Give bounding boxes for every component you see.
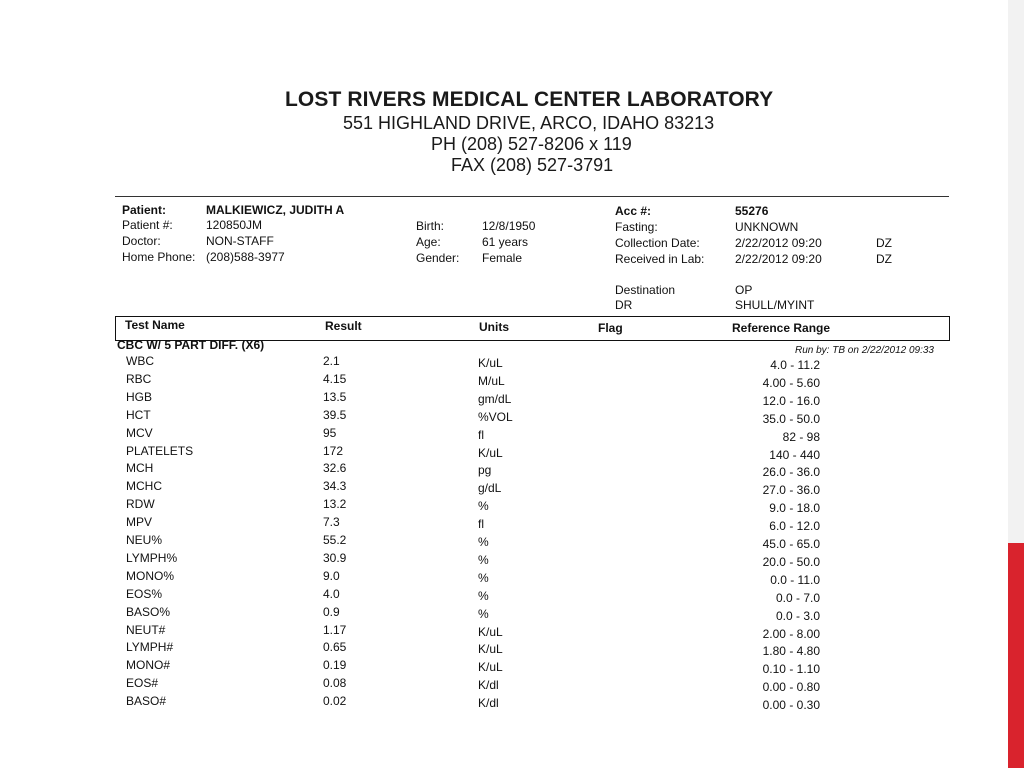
result-units: K/uL	[478, 446, 503, 460]
result-test-name: HCT	[126, 408, 151, 422]
result-value: 34.3	[323, 479, 347, 493]
result-units: K/dl	[478, 696, 499, 710]
header-result: Result	[325, 319, 362, 333]
result-test-name: EOS%	[126, 587, 163, 601]
result-test-name: MPV	[126, 515, 153, 529]
result-value: 0.19	[323, 658, 347, 672]
result-reference-range: 0.00 - 0.80	[762, 680, 820, 694]
header-divider	[115, 196, 949, 197]
collection-date-value: 2/22/2012 09:20	[735, 236, 822, 250]
result-units: pg	[478, 463, 492, 477]
doctor-value: NON-STAFF	[206, 234, 274, 248]
result-test-name: WBC	[126, 354, 154, 368]
result-reference-range: 27.0 - 36.0	[762, 483, 820, 497]
result-reference-range: 4.0 - 11.2	[770, 358, 820, 372]
collection-initials: DZ	[876, 236, 892, 250]
result-reference-range: 82 - 98	[782, 430, 820, 444]
result-test-name: NEU%	[126, 533, 163, 547]
header-test-name: Test Name	[125, 318, 185, 332]
result-test-name: MCHC	[126, 479, 162, 493]
result-value: 32.6	[323, 461, 347, 475]
result-reference-range: 140 - 440	[769, 448, 820, 462]
acc-value: 55276	[735, 204, 769, 218]
header-reference-range: Reference Range	[732, 321, 831, 335]
received-initials: DZ	[876, 252, 892, 266]
result-test-name: HGB	[126, 390, 153, 404]
result-test-name: LYMPH%	[126, 551, 178, 565]
panel-name: CBC W/ 5 PART DIFF. (X6)	[117, 338, 265, 352]
result-value: 2.1	[323, 354, 340, 368]
birth-value: 12/8/1950	[482, 219, 536, 233]
patient-num-value: 120850JM	[206, 218, 263, 232]
patient-label: Patient:	[122, 203, 167, 217]
result-value: 0.9	[323, 605, 340, 619]
collection-date-label: Collection Date:	[615, 236, 700, 250]
result-value: 0.65	[323, 640, 347, 654]
result-reference-range: 20.0 - 50.0	[762, 555, 820, 569]
fasting-value: UNKNOWN	[735, 220, 799, 234]
result-reference-range: 2.00 - 8.00	[762, 627, 820, 641]
lab-address: 551 HIGHLAND DRIVE, ARCO, IDAHO 83213	[343, 113, 715, 133]
fasting-label: Fasting:	[615, 220, 658, 234]
result-units: fl	[478, 517, 484, 531]
received-value: 2/22/2012 09:20	[735, 252, 822, 266]
result-value: 1.17	[323, 623, 347, 637]
result-reference-range: 0.0 - 7.0	[775, 591, 820, 605]
result-value: 0.02	[323, 694, 347, 708]
result-reference-range: 0.00 - 0.30	[762, 698, 820, 712]
result-value: 4.15	[323, 372, 347, 386]
result-value: 55.2	[323, 533, 347, 547]
side-accent-bar	[1008, 543, 1024, 768]
result-value: 4.0	[323, 587, 340, 601]
result-reference-range: 35.0 - 50.0	[762, 412, 820, 426]
result-value: 13.2	[323, 497, 347, 511]
result-value: 9.0	[323, 569, 340, 583]
lab-phone: PH (208) 527-8206 x 119	[431, 134, 632, 154]
gender-label: Gender:	[416, 251, 460, 265]
result-reference-range: 0.10 - 1.10	[762, 662, 820, 676]
result-units: M/uL	[478, 374, 505, 388]
destination-value: OP	[735, 283, 753, 297]
result-units: K/uL	[478, 642, 503, 656]
result-test-name: BASO%	[126, 605, 171, 619]
result-test-name: NEUT#	[126, 623, 166, 637]
result-test-name: MCV	[126, 426, 153, 440]
gender-value: Female	[482, 251, 523, 265]
lab-name: LOST RIVERS MEDICAL CENTER LABORATORY	[285, 88, 774, 111]
result-units: g/dL	[478, 481, 502, 495]
age-value: 61 years	[482, 235, 529, 249]
result-units: K/uL	[478, 356, 503, 370]
result-units: fl	[478, 428, 484, 442]
result-test-name: MONO#	[126, 658, 171, 672]
lab-fax: FAX (208) 527-3791	[451, 155, 614, 175]
result-test-name: MONO%	[126, 569, 174, 583]
result-reference-range: 45.0 - 65.0	[762, 537, 820, 551]
patient-value: MALKIEWICZ, JUDITH A	[206, 203, 345, 217]
dr-value: SHULL/MYINT	[735, 298, 815, 312]
result-reference-range: 1.80 - 4.80	[762, 644, 820, 658]
birth-label: Birth:	[416, 219, 445, 233]
result-reference-range: 6.0 - 12.0	[769, 519, 820, 533]
result-value: 30.9	[323, 551, 347, 565]
result-value: 0.08	[323, 676, 347, 690]
result-units: K/uL	[478, 625, 503, 639]
result-units: %VOL	[478, 410, 513, 424]
result-units: %	[478, 553, 489, 567]
home-phone-label: Home Phone:	[122, 250, 196, 264]
acc-label: Acc #:	[615, 204, 652, 218]
result-units: %	[478, 535, 489, 549]
result-reference-range: 4.00 - 5.60	[762, 376, 820, 390]
result-test-name: BASO#	[126, 694, 167, 708]
result-units: K/dl	[478, 678, 499, 692]
result-units: gm/dL	[478, 392, 512, 406]
result-reference-range: 26.0 - 36.0	[762, 465, 820, 479]
result-value: 172	[323, 444, 344, 458]
result-value: 95	[323, 426, 337, 440]
run-by: Run by: TB on 2/22/2012 09:33	[795, 345, 934, 356]
result-reference-range: 0.0 - 11.0	[770, 573, 820, 587]
result-test-name: MCH	[126, 461, 154, 475]
destination-label: Destination	[615, 283, 676, 297]
result-test-name: EOS#	[126, 676, 159, 690]
result-test-name: LYMPH#	[126, 640, 174, 654]
result-reference-range: 9.0 - 18.0	[769, 501, 820, 515]
received-label: Received in Lab:	[615, 252, 705, 266]
result-units: %	[478, 499, 489, 513]
result-value: 7.3	[323, 515, 340, 529]
result-units: %	[478, 571, 489, 585]
header-units: Units	[479, 320, 509, 334]
result-value: 39.5	[323, 408, 347, 422]
doctor-label: Doctor:	[122, 234, 161, 248]
result-units: %	[478, 589, 489, 603]
result-units: %	[478, 607, 489, 621]
result-reference-range: 12.0 - 16.0	[762, 394, 820, 408]
result-test-name: PLATELETS	[126, 444, 194, 458]
age-label: Age:	[416, 235, 441, 249]
dr-label: DR	[615, 298, 633, 312]
patient-num-label: Patient #:	[122, 218, 173, 232]
result-units: K/uL	[478, 660, 503, 674]
result-reference-range: 0.0 - 3.0	[775, 609, 820, 623]
result-test-name: RBC	[126, 372, 152, 386]
home-phone-value: (208)588-3977	[206, 250, 285, 264]
result-value: 13.5	[323, 390, 347, 404]
result-test-name: RDW	[126, 497, 155, 511]
header-flag: Flag	[598, 321, 623, 335]
